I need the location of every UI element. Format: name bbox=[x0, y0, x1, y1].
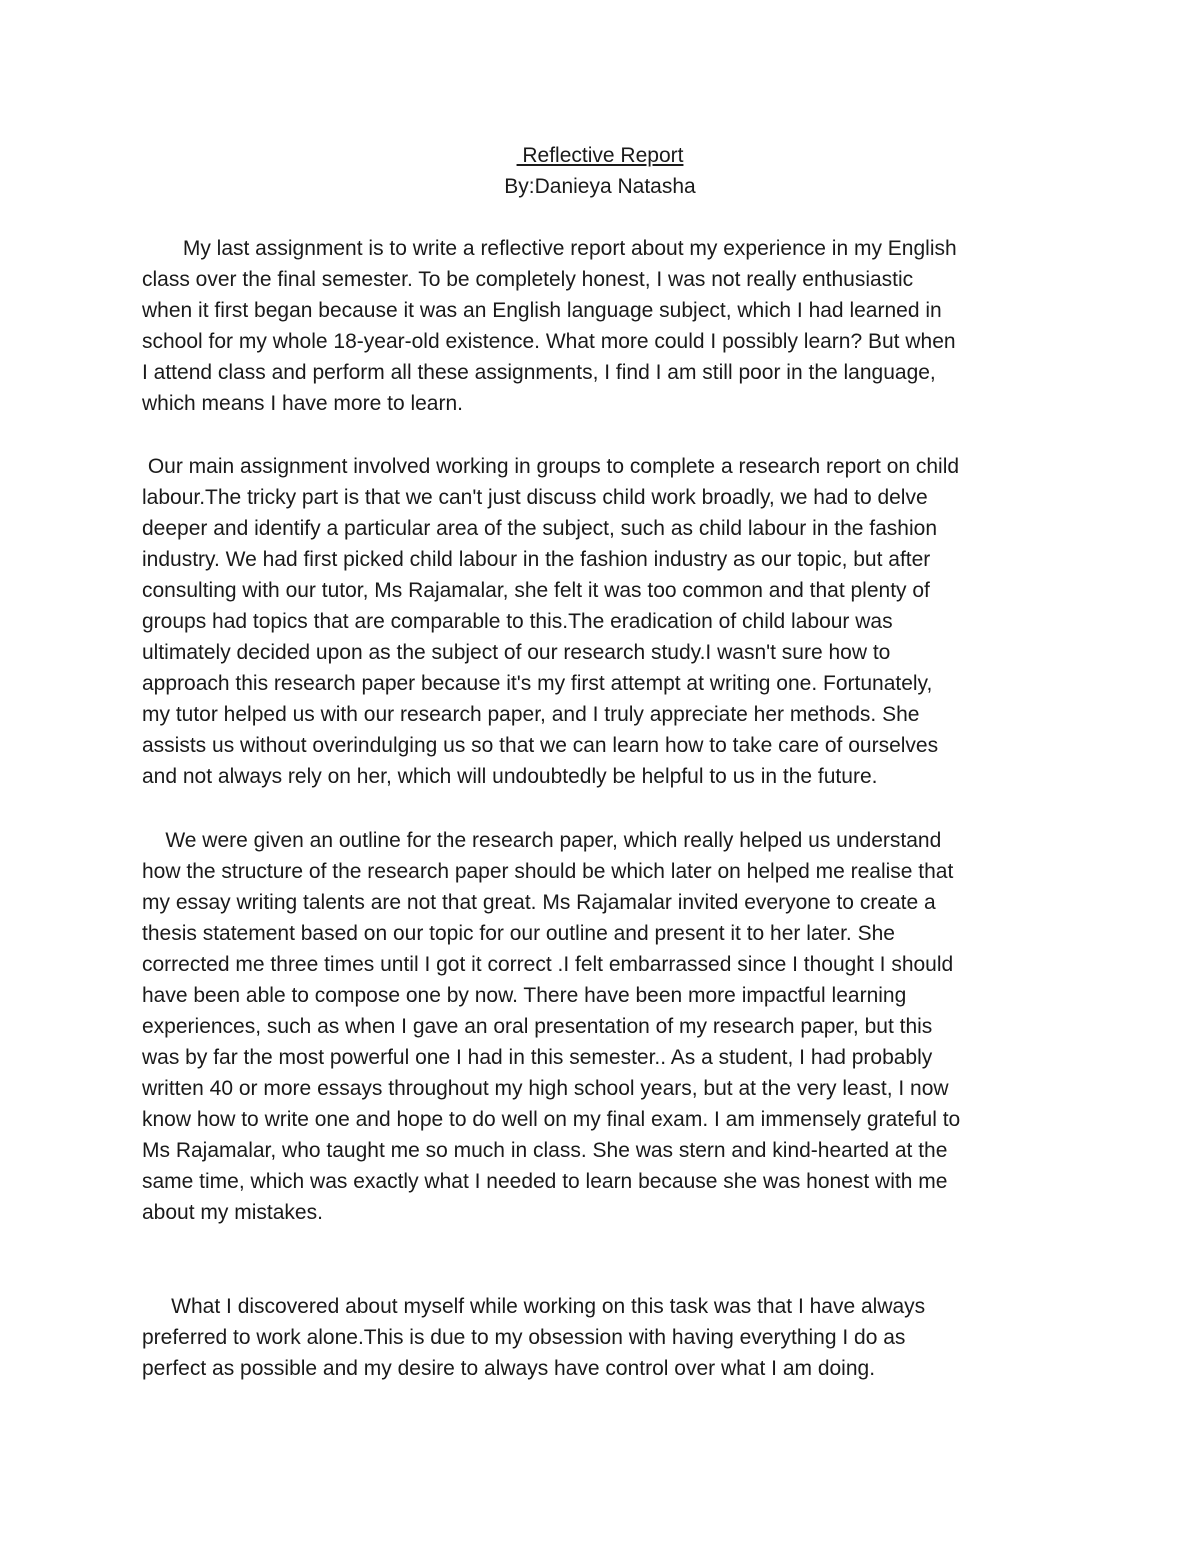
text-line: same time, which was exactly what I needed to learn because she was honest with me bbox=[142, 1170, 948, 1193]
text-line: consulting with our tutor, Ms Rajamalar, she felt it was too common and that plenty of bbox=[142, 579, 930, 602]
text-line: Ms Rajamalar, who taught me so much in class. She was stern and kind-hearted at the bbox=[142, 1139, 948, 1162]
text-line: ultimately decided upon as the subject of our research study.I wasn't sure how to bbox=[142, 641, 891, 664]
author-byline: By:Danieya Natasha bbox=[504, 175, 696, 198]
text-line: approach this research paper because it's my first attempt at writing one. Fortunately, bbox=[142, 672, 933, 695]
paragraph-2 bbox=[142, 451, 1072, 792]
text-line: industry. We had first picked child labour in the fashion industry as our topic, but after bbox=[142, 548, 931, 571]
paragraph-3 bbox=[142, 825, 1072, 1228]
text-line: have been able to compose one by now. There have been more impactful learning bbox=[142, 984, 907, 1007]
text-line: What I discovered about myself while working on this task was that I have always bbox=[142, 1295, 926, 1318]
text-line: deeper and identify a particular area of the subject, such as child labour in the fashion bbox=[142, 517, 937, 540]
text-line: thesis statement based on our topic for our outline and present it to her later. She bbox=[142, 922, 895, 945]
text-line: preferred to work alone.This is due to my obsession with having everything I do as bbox=[142, 1326, 906, 1349]
text-line: groups had topics that are comparable to this.The eradication of child labour was bbox=[142, 610, 893, 633]
text-line: how the structure of the research paper should be which later on helped me realise that bbox=[142, 860, 954, 883]
text-line: I attend class and perform all these assignments, I find I am still poor in the language, bbox=[142, 361, 936, 384]
text-line: perfect as possible and my desire to always have control over what I am doing. bbox=[142, 1357, 876, 1380]
text-line: written 40 or more essays throughout my high school years, but at the very least, I now bbox=[142, 1077, 949, 1100]
text-line: We were given an outline for the research paper, which really helped us understand bbox=[142, 829, 942, 852]
text-line: experiences, such as when I gave an oral presentation of my research paper, but this bbox=[142, 1015, 933, 1038]
text-line: school for my whole 18-year-old existence. What more could I possibly learn? But when bbox=[142, 330, 956, 353]
text-line: about my mistakes. bbox=[142, 1201, 323, 1224]
text-line: was by far the most powerful one I had in this semester.. As a student, I had probably bbox=[142, 1046, 933, 1069]
text-line: my tutor helped us with our research paper, and I truly appreciate her methods. She bbox=[142, 703, 920, 726]
title-text: Reflective Report bbox=[516, 144, 684, 167]
document-title bbox=[0, 140, 1200, 171]
paragraph-1 bbox=[142, 233, 1072, 419]
paragraph-4 bbox=[142, 1291, 1072, 1384]
text-line: assists us without overindulging us so that we can learn how to take care of ourselves bbox=[142, 734, 939, 757]
text-line: labour.The tricky part is that we can't just discuss child work broadly, we had to delve bbox=[142, 486, 928, 509]
text-line: and not always rely on her, which will undoubtedly be helpful to us in the future. bbox=[142, 765, 878, 788]
text-line: when it first began because it was an English language subject, which I had learned in bbox=[142, 299, 942, 322]
text-line: class over the final semester. To be completely honest, I was not really enthusiastic bbox=[142, 268, 914, 291]
text-line: my essay writing talents are not that great. Ms Rajamalar invited everyone to create a bbox=[142, 891, 936, 914]
text-line: know how to write one and hope to do well on my final exam. I am immensely grateful to bbox=[142, 1108, 961, 1131]
text-line: which means I have more to learn. bbox=[142, 392, 463, 415]
text-line: Our main assignment involved working in groups to complete a research report on child bbox=[142, 455, 960, 478]
text-line: My last assignment is to write a reflective report about my experience in my English bbox=[142, 237, 957, 260]
text-line: corrected me three times until I got it correct .I felt embarrassed since I thought I should bbox=[142, 953, 954, 976]
